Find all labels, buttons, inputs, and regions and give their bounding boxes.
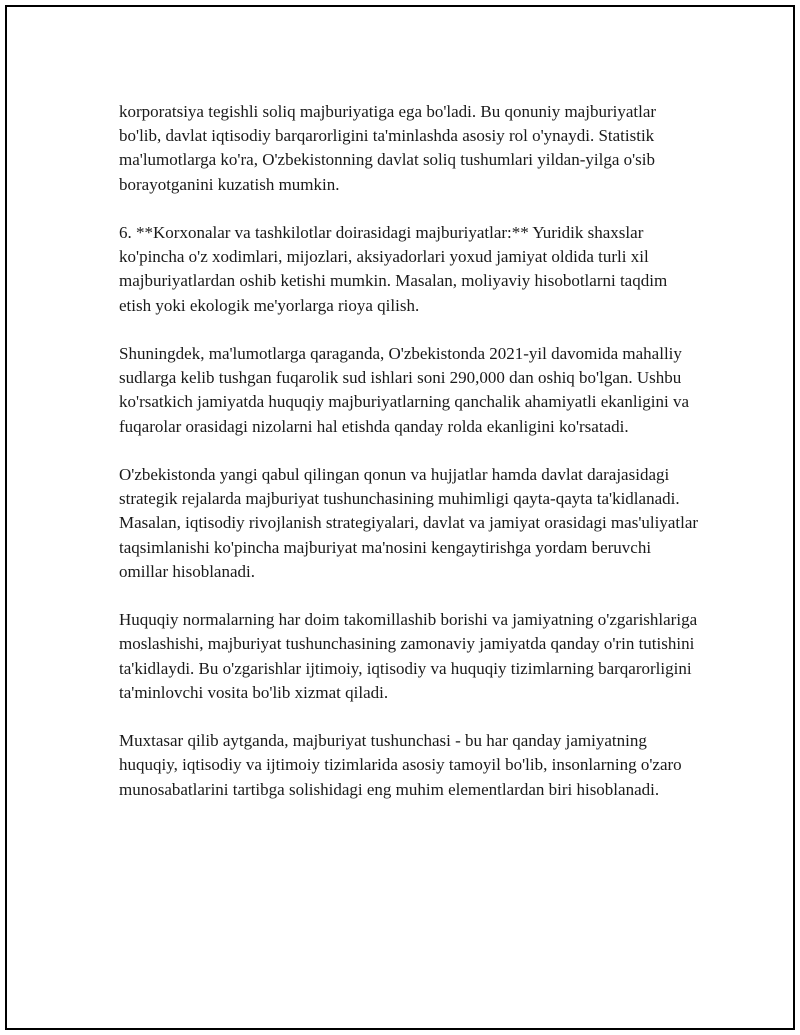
paragraph-state-strategy: O'zbekistonda yangi qabul qilingan qonun va hujjatlar hamda davlat darajasidagi strategik rejalarda majburiyat tushunchasining muhimligi qayta-qayta ta'kidlanadi. Masalan, iqtisodiy rivojlanish strategiyalari, davlat va jamiyat orasidagi mas'uliyatlar taqsimlanishi ko'pincha majburiyat ma'nosini kengaytirishga yordam beruvchi omillar hisoblanadi. [119, 465, 699, 581]
paragraph-court-statistics: Shuningdek, ma'lumotlarga qaraganda, O'zbekistonda 2021-yil davomida mahalliy sudlarga kelib tushgan fuqarolik sud ishlari soni 290,000 dan oshiq bo'lgan. Ushbu ko'rsatkich jamiyatda huquqiy majburiyatlarning qanchalik ahamiyatli ekanligini va fuqarolar orasidagi nizolarni hal etishda qanday rolda ekanligini ko'rsatadi. [119, 344, 690, 436]
paragraph-tax-obligations: korporatsiya tegishli soliq majburiyatiga ega bo'ladi. Bu qonuniy majburiyatlar bo'lib, davlat iqtisodiy barqarorligini ta'minlashda asosiy rol o'ynaydi. Statistik ma'lumotlarga ko'ra, O'zbekistonning davlat soliq tushumlari yildan-yilga o'sib borayotganini kuzatish mumkin. [119, 102, 657, 194]
paragraph-conclusion: Muxtasar qilib aytganda, majburiyat tushunchasi - bu har qanday jamiyatning huquqiy, iqtisodiy va ijtimoiy tizimlarida asosiy tamoyil bo'lib, insonlarning o'zaro munosabatlarini tartibga solishidagi eng muhim elementlardan biri hisoblanadi. [119, 731, 682, 799]
page-frame [5, 5, 795, 1030]
document-body [119, 100, 699, 802]
paragraph-organization-obligations: 6. **Korxonalar va tashkilotlar doirasidagi majburiyatlar:** Yuridik shaxslar ko'pincha o'z xodimlari, mijozlari, aksiyadorlari yoxud jamiyat oldida turli xil majburiyatlardan oshib ketishi mumkin. Masalan, moliyaviy hisobotlarni taqdim etish yoki ekologik me'yorlarga rioya qilish. [119, 223, 668, 315]
paragraph-legal-norms: Huquqiy normalarning har doim takomillashib borishi va jamiyatning o'zgarishlariga moslashishi, majburiyat tushunchasining zamonaviy jamiyatda qanday o'rin tutishini ta'kidlaydi. Bu o'zgarishlar ijtimoiy, iqtisodiy va huquqiy tizimlarning barqarorligini ta'minlovchi vosita bo'lib xizmat qiladi. [119, 610, 698, 702]
